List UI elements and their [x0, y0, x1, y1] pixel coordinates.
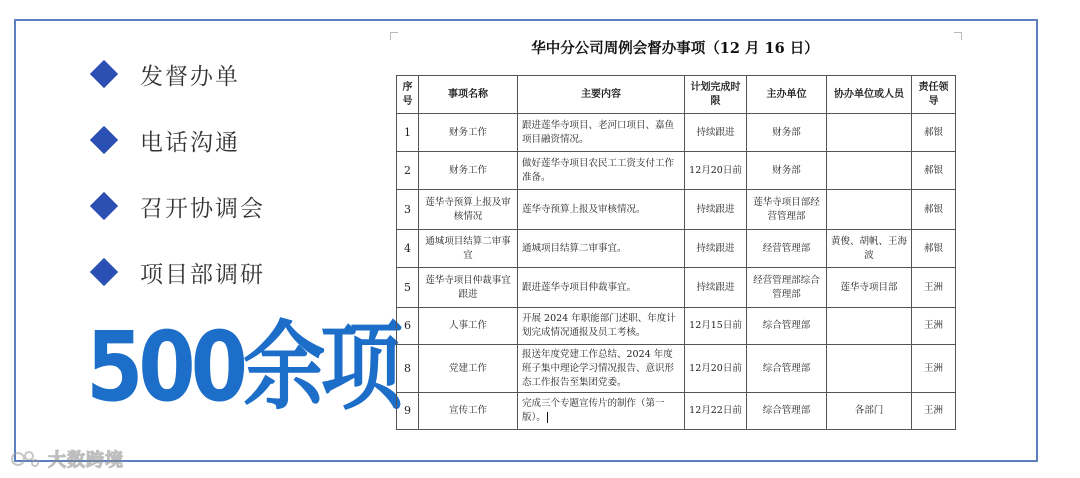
document-page [394, 32, 956, 423]
cell-content: 开展 2024 年职能部门述职、年度计划完成情况通报及员工考核。 [518, 308, 685, 345]
cell-host: 综合管理部 [747, 308, 827, 345]
big-count-headline: 500余项 [86, 311, 398, 423]
cell-name: 莲华寺预算上报及审核情况 [419, 190, 518, 230]
cell-leader: 王洲 [912, 393, 956, 430]
cell-seq: 3 [397, 190, 419, 230]
cell-name: 通城项目结算二审事宜 [419, 230, 518, 268]
diamond-bullet-icon [90, 126, 118, 154]
cell-host: 莲华寺项目部经营管理部 [747, 190, 827, 230]
cell-deadline: 持续跟进 [685, 114, 747, 152]
cell-assist: 莲华寺项目部 [827, 268, 912, 308]
table-header-row [397, 76, 956, 114]
bullet-item [88, 256, 265, 288]
table-row [397, 152, 956, 190]
cell-content: 跟进莲华寺项目仲裁事宜。 [518, 268, 685, 308]
cell-name: 宣传工作 [419, 393, 518, 430]
cell-seq: 9 [397, 393, 419, 430]
cell-seq: 4 [397, 230, 419, 268]
cell-deadline: 12月22日前 [685, 393, 747, 430]
table-row [397, 308, 956, 345]
table-row [397, 230, 956, 268]
cell-name: 莲华寺项目仲裁事宜跟进 [419, 268, 518, 308]
cell-seq: 1 [397, 114, 419, 152]
table-row [397, 114, 956, 152]
cell-host: 经营管理部 [747, 230, 827, 268]
bullet-text: 召开协调会 [140, 195, 265, 222]
header-content: 主要内容 [518, 76, 685, 114]
document-title: 华中分公司周例会督办事项（12 月 16 日） [531, 40, 819, 57]
cell-deadline: 持续跟进 [685, 230, 747, 268]
header-assist: 协办单位或人员 [827, 76, 912, 114]
cell-assist [827, 190, 912, 230]
cell-assist [827, 345, 912, 393]
bullet-text: 项目部调研 [140, 261, 265, 288]
header-name: 事项名称 [419, 76, 518, 114]
cell-leader: 郝银 [912, 230, 956, 268]
cell-assist [827, 152, 912, 190]
table-row [397, 345, 956, 393]
cell-name: 党建工作 [419, 345, 518, 393]
header-deadline: 计划完成时限 [685, 76, 747, 114]
cell-content: 做好莲华寺项目农民工工资支付工作准备。 [518, 152, 685, 190]
cell-deadline: 12月20日前 [685, 345, 747, 393]
cell-leader: 郝银 [912, 190, 956, 230]
page-corner-mark [954, 32, 962, 40]
cell-leader: 郝银 [912, 114, 956, 152]
cell-deadline: 12月15日前 [685, 308, 747, 345]
diamond-bullet-icon [90, 192, 118, 220]
cell-assist [827, 114, 912, 152]
cell-host: 综合管理部 [747, 393, 827, 430]
cell-assist: 黄俊、胡帆、王海波 [827, 230, 912, 268]
text-cursor [547, 412, 548, 423]
cell-deadline: 持续跟进 [685, 268, 747, 308]
bullet-item [88, 58, 265, 90]
watermark-text: 大数跨境 [48, 450, 124, 471]
cell-seq: 6 [397, 308, 419, 345]
cell-content: 莲华寺预算上报及审核情况。 [518, 190, 685, 230]
cell-name: 人事工作 [419, 308, 518, 345]
cell-leader: 王洲 [912, 268, 956, 308]
bullet-text: 电话沟通 [140, 129, 240, 156]
cell-seq: 5 [397, 268, 419, 308]
header-leader: 责任领导 [912, 76, 956, 114]
cell-assist [827, 308, 912, 345]
cell-content[interactable] [518, 393, 685, 430]
cell-host: 财务部 [747, 114, 827, 152]
header-seq: 序号 [397, 76, 419, 114]
diamond-bullet-icon [90, 258, 118, 286]
supervision-table [396, 75, 956, 430]
cell-assist: 各部门 [827, 393, 912, 430]
table-row [397, 268, 956, 308]
table-row [397, 393, 956, 430]
watermark [10, 446, 124, 472]
bullet-text: 发督办单 [140, 63, 240, 90]
table-row [397, 190, 956, 230]
bullet-item [88, 190, 265, 222]
cell-content: 报送年度党建工作总结、2024 年度班子集中理论学习情况报告、意识形态工作报告至集团党委。 [518, 345, 685, 393]
watermark-logo-icon [10, 448, 40, 470]
diamond-bullet-icon [90, 60, 118, 88]
bullet-item [88, 124, 265, 156]
page-corner-mark [390, 32, 398, 40]
cell-content: 跟进莲华寺项目、老河口项目、嘉鱼项目融资情况。 [518, 114, 685, 152]
cell-leader: 王洲 [912, 308, 956, 345]
cell-leader: 郝银 [912, 152, 956, 190]
cell-seq: 8 [397, 345, 419, 393]
cell-leader: 王洲 [912, 345, 956, 393]
bullet-list [88, 58, 265, 322]
header-host: 主办单位 [747, 76, 827, 114]
cell-content-text: 完成三个专题宣传片的制作（第一版）。 [522, 398, 665, 423]
cell-deadline: 12月20日前 [685, 152, 747, 190]
cell-deadline: 持续跟进 [685, 190, 747, 230]
cell-seq: 2 [397, 152, 419, 190]
cell-content: 通城项目结算二审事宜。 [518, 230, 685, 268]
cell-name: 财务工作 [419, 114, 518, 152]
cell-host: 综合管理部 [747, 345, 827, 393]
cell-host: 财务部 [747, 152, 827, 190]
cell-host: 经营管理部综合管理部 [747, 268, 827, 308]
cell-name: 财务工作 [419, 152, 518, 190]
